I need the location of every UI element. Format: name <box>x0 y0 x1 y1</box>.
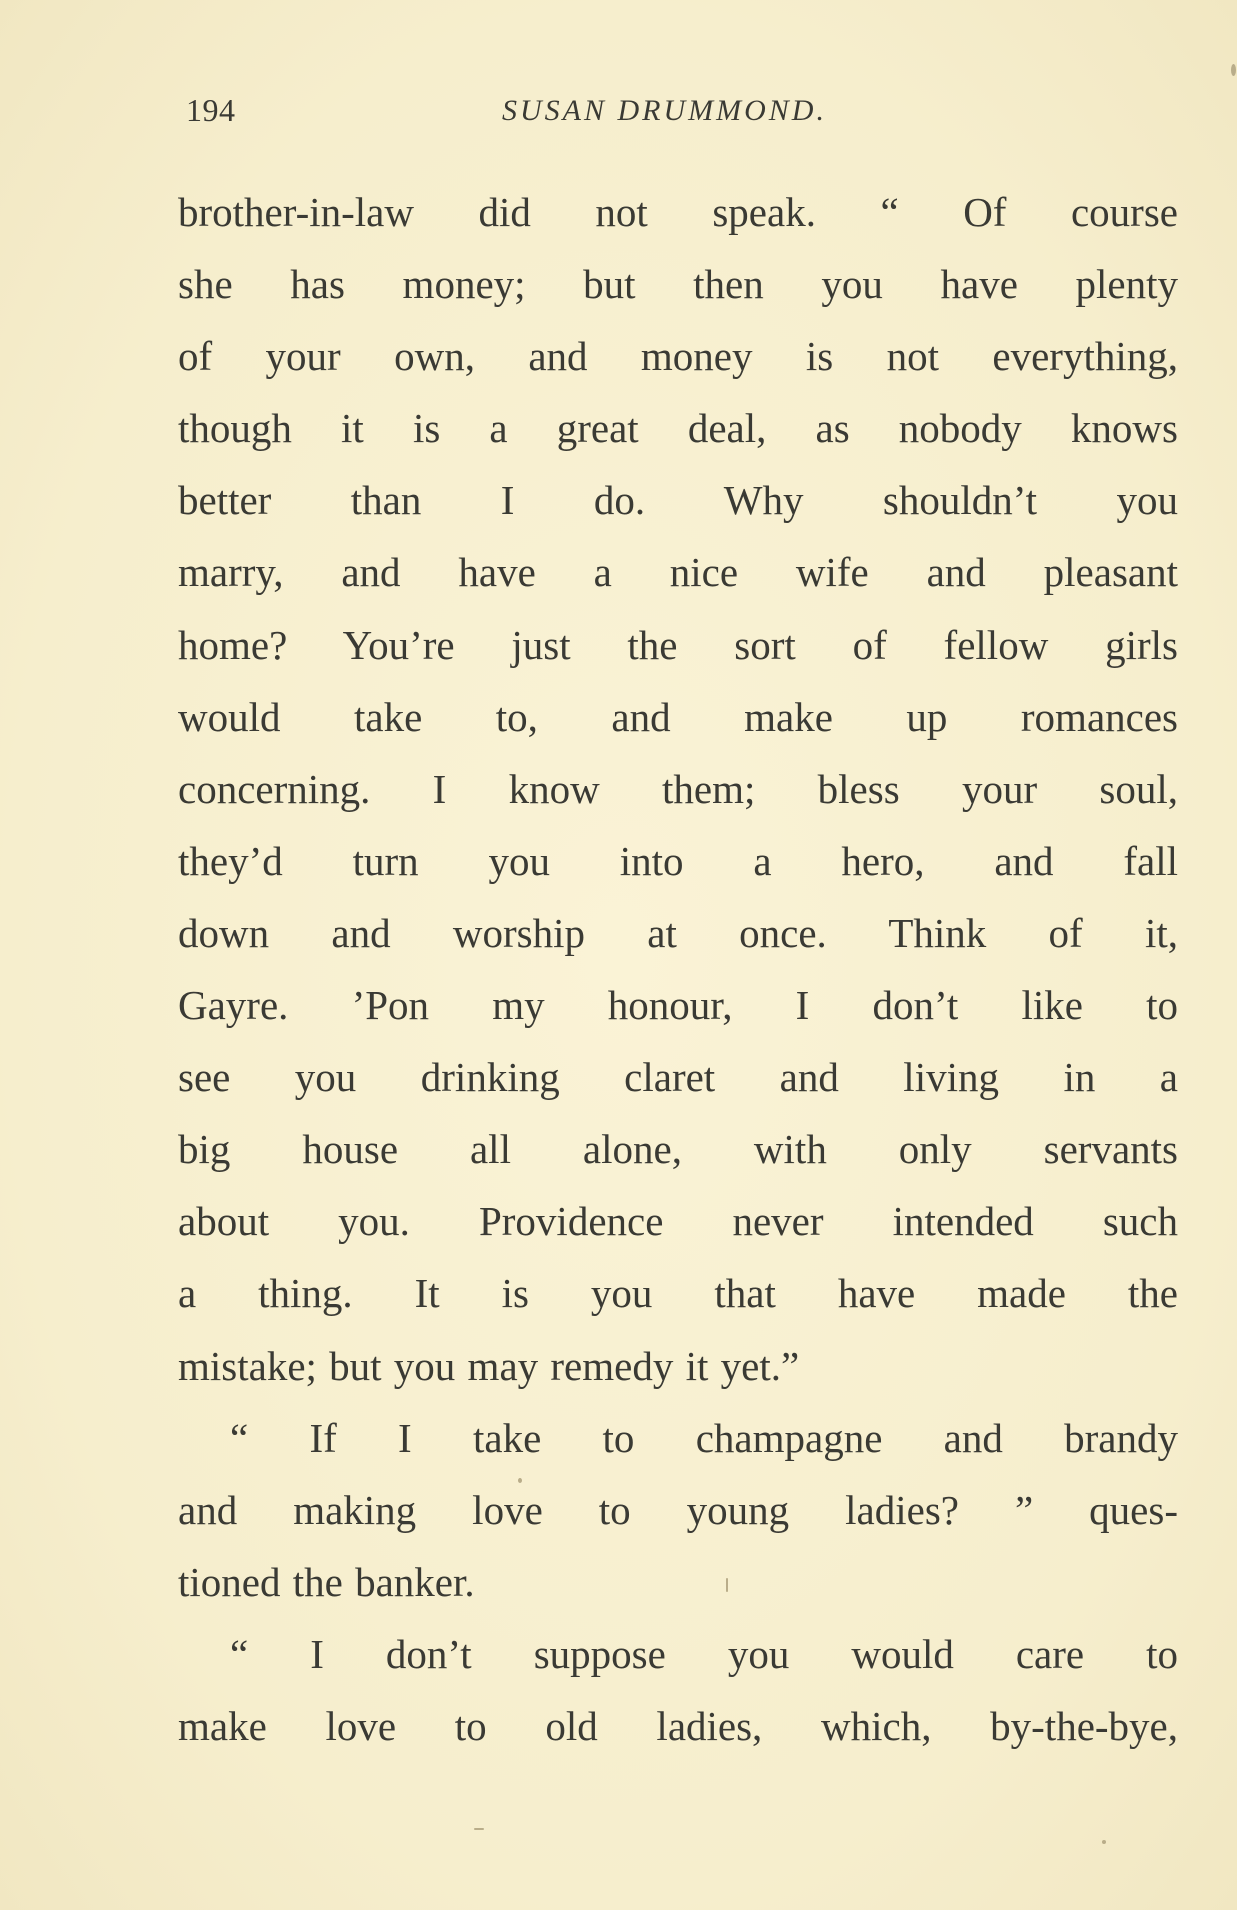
body-text <box>178 176 1178 1762</box>
text-line: they’d turn you into a hero, and fall <box>178 837 1178 884</box>
text-line: though it is a great deal, as nobody knows <box>178 405 1178 452</box>
text-line: down and worship at once. Think of it, <box>178 909 1178 956</box>
text-line: would take to, and make up romances <box>178 693 1178 740</box>
page-number: 194 <box>186 92 236 128</box>
text-line: big house all alone, with only servants <box>178 1126 1178 1173</box>
running-title: SUSAN DRUMMOND. <box>502 94 827 127</box>
text-line: a thing. It is you that have made the <box>178 1270 1178 1317</box>
paper-speck <box>1102 1840 1106 1844</box>
paper-speck <box>1231 64 1236 76</box>
text-line: “ I don’t suppose you would care to <box>230 1630 1178 1677</box>
text-line: concerning. I know them; bless your soul, <box>178 765 1178 812</box>
text-line: and making love to young ladies? ” ques- <box>178 1486 1178 1533</box>
text-line: better than I do. Why shouldn’t you <box>178 477 1178 524</box>
text-line: she has money; but then you have plenty <box>178 261 1178 308</box>
text-line: marry, and have a nice wife and pleasant <box>178 549 1178 596</box>
text-line: Gayre. ’Pon my honour, I don’t like to <box>178 982 1178 1029</box>
text-line: about you. Providence never intended such <box>178 1198 1178 1245</box>
text-line: see you drinking claret and living in a <box>178 1054 1178 1101</box>
page-header <box>186 92 1171 142</box>
paper-speck <box>518 1478 522 1483</box>
text-line: mistake; but you may remedy it yet.” <box>178 1342 800 1389</box>
text-line: tioned the banker. <box>178 1558 475 1605</box>
text-line: home? You’re just the sort of fellow girls <box>178 621 1178 668</box>
text-line: of your own, and money is not everything, <box>178 333 1178 380</box>
text-line: “ If I take to champagne and brandy <box>230 1414 1178 1461</box>
paper-speck <box>726 1578 728 1592</box>
paper-speck <box>474 1828 484 1830</box>
text-line: make love to old ladies, which, by-the-bye, <box>178 1702 1178 1749</box>
text-line: brother-in-law did not speak. “ Of course <box>178 189 1178 235</box>
